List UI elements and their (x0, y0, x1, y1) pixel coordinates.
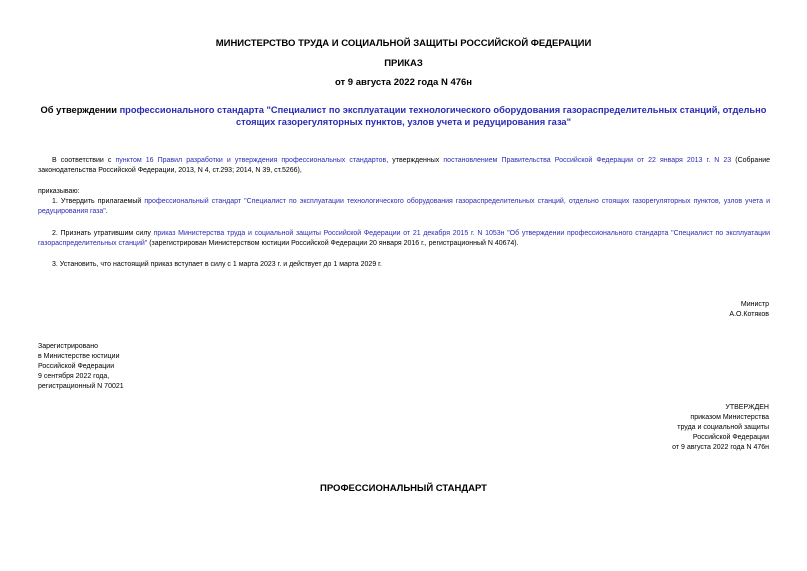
approved-line: от 9 августа 2022 года N 476н (672, 444, 769, 451)
item-1-link-standard[interactable]: профессиональный стандарт "Специалист по эксплуатации технологического оборудования газораспределительных станций, отдельно стоящих газорегуляторных пунктов, узлов учета и редуцирования газа" (38, 198, 771, 215)
item-2-paragraph (38, 229, 770, 249)
order-title (40, 104, 767, 128)
item-2-link-order[interactable]: приказ Министерства труда и социальной защиты Российской Федерации от 21 декабря 2015 г. N 1053н "Об утверждении профессионального стандарта "Специалист по эксплуатации газораспределительных станций" (38, 230, 770, 247)
preamble-text-3: (Собрание законодательства Российской Федерации, 2013, N 4, ст.293; 2014, N 39, ст.5266), (38, 157, 770, 174)
item-1-text-1: 1. Утвердить прилагаемый (52, 198, 145, 205)
item-1-text-2: . (105, 208, 108, 215)
registration-line: Российской Федерации (38, 363, 115, 370)
order-title-link[interactable]: профессионального стандарта "Специалист по эксплуатации технологического оборудования газораспределительных станций, отдельно стоящих газорегуляторных пунктов, узлов учета и редуцирования газа" (119, 105, 767, 127)
doc-type-heading: ПРИКАЗ (384, 58, 423, 69)
preamble-text-1: В соответствии с (52, 157, 116, 164)
ministry-heading: МИНИСТЕРСТВО ТРУДА И СОЦИАЛЬНОЙ ЗАЩИТЫ РОССИЙСКОЙ ФЕДЕРАЦИИ (215, 38, 592, 49)
registration-line: 9 сентября 2022 года, (38, 373, 110, 380)
date-number-heading: от 9 августа 2022 года N 476н (334, 77, 473, 88)
item-2-text-1: 2. Признать утратившим силу (52, 230, 154, 237)
item-3-paragraph: 3. Установить, что настоящий приказ вступает в силу с 1 марта 2023 г. и действует до 1 марта 2029 г. (52, 261, 382, 268)
signature-name: А.О.Котяков (729, 311, 769, 318)
item-1-paragraph (38, 197, 770, 217)
signature-position: Министр (740, 301, 769, 308)
order-word: приказываю: (38, 188, 80, 195)
standard-heading: ПРОФЕССИОНАЛЬНЫЙ СТАНДАРТ (320, 483, 487, 494)
preamble-text-2: , утвержденных (386, 157, 444, 164)
approved-block (672, 403, 769, 453)
item-2-text-2: (зарегистрирован Министерством юстиции Российской Федерации 20 января 2016 г., регистрационный N 40674). (147, 240, 519, 247)
registration-line: регистрационный N 70021 (38, 383, 124, 390)
approved-line: приказом Министерства (690, 414, 769, 421)
approved-line: труда и социальной защиты (677, 424, 769, 431)
order-title-prefix: Об утверждении (40, 105, 120, 115)
registration-line: в Министерстве юстиции (38, 353, 120, 360)
signature-block (729, 300, 769, 320)
approved-line: Российской Федерации (692, 434, 769, 441)
preamble-link-decree[interactable]: постановлением Правительства Российской Федерации от 22 января 2013 г. N 23 (443, 157, 732, 164)
approved-line: УТВЕРЖДЕН (725, 404, 769, 411)
registration-line: Зарегистрировано (38, 343, 98, 350)
preamble-paragraph (38, 156, 770, 176)
registration-block (38, 342, 124, 392)
preamble-link-rules[interactable]: пунктом 16 Правил разработки и утверждения профессиональных стандартов (115, 157, 387, 164)
